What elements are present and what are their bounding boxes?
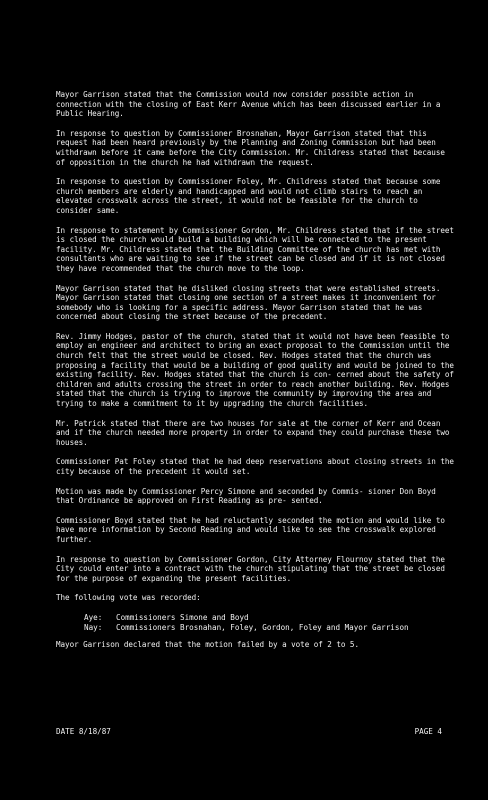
footer-page-number: PAGE 4 [414,727,442,736]
vote-nay-label: Nay: [84,622,103,632]
vote-aye-names: Commissioners Simone and Boyd [116,612,249,622]
footer-date: DATE 8/18/87 [56,727,111,736]
paragraph: In response to statement by Commissioner Gordon, Mr. Childress stated that if the street is closed the church would build a building which will be connected to the present facility. Mr. Childress stated that the Building Committee of the church has met with consultants who are waiting to see if the street can be closed and if it is not closed they have recommended that the church move to the loop. [56,225,459,273]
vote-intro: The following vote was recorded: [56,593,201,603]
paragraph: Mayor Garrison stated that he disliked closing streets that were established streets. Mayor Garrison stated that closing one section of a street makes it inconvenient for somebody who is looking for a specific address. Mayor Garrison stated that he was concerned about closing the street because of the precedent. [56,283,445,322]
paragraph: Commissioner Pat Foley stated that he had deep reservations about closing streets in the city because of the precedent it would set. [56,457,459,476]
vote-aye-row [84,613,456,623]
document-body [56,90,459,660]
paragraph: In response to question by Commissioner Foley, Mr. Childress stated that because some church members are elderly and handicapped and would not climb stairs to reach an elevated crosswalk across the street, it would not be feasible for the church to consider same. [56,177,445,215]
vote-aye-label: Aye: [84,612,103,622]
paragraph: Motion was made by Commissioner Percy Simone and seconded by Commis- sioner Don Boyd that Ordinance be approved on First Reading as pre- sented. [56,486,441,506]
paragraph: Commissioner Boyd stated that he had reluctantly seconded the motion and would like to have more information by Second Reading and would like to see the crosswalk explored further. [56,515,450,544]
vote-nay-names: Commissioners Brosnahan, Foley, Gordon, Foley and Mayor Garrison [116,622,409,632]
vote-nay-row [84,623,456,633]
paragraph: In response to question by Commissioner Gordon, City Attorney Flournoy stated that the City could enter into a contract with the church stipulating that the street be closed for the purpose of expanding the present facilities. [56,554,450,583]
paragraph: Mayor Garrison stated that the Commission would now consider possible action in connection with the closing of East Kerr Avenue which has been discussed earlier in a Public Hearing. [56,90,445,119]
vote-record [84,613,456,632]
paragraph: Mr. Patrick stated that there are two houses for sale at the corner of Kerr and Ocean and if the church needed more property in order to expand they could purchase these two houses. [56,418,454,447]
paragraph: Rev. Jimmy Hodges, pastor of the church, stated that it would not have been feasible to employ an engineer and architect to bring an exact proposal to the Commission until the church felt that the street would be closed. Rev. Hodges stated that the church was proposing a facility that would be a building of good quality and would be joined to the existing facility. Rev. Hodges stated that the church is con- cerned about the safety of children and adults crossing the street in order to reach another building. Rev. Hodges stated that the church is trying to improve the community by improving the area and trying to make a commitment to it by upgrading the church facilities. [56,331,459,409]
page-footer [56,727,456,737]
paragraph: In response to question by Commissioner Brosnahan, Mayor Garrison stated that this request had been heard previously by the Planning and Zoning Commission but had been withdrawn before it came before the City Commission. Mr. Childress stated that because of opposition in the church he had withdrawn the request. [56,128,450,167]
conclusion: Mayor Garrison declared that the motion failed by a vote of 2 to 5. [56,640,359,650]
